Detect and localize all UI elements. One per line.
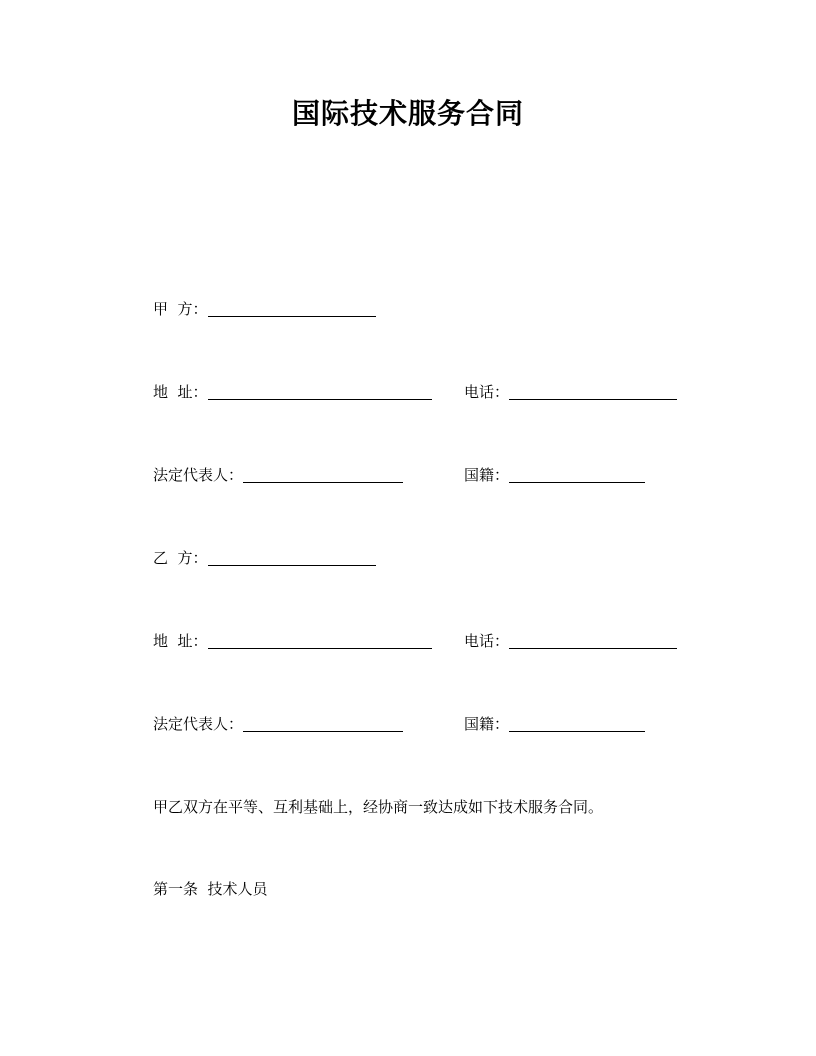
party-b-rep-blank[interactable] — [243, 712, 403, 732]
party-a-address-blank[interactable] — [208, 380, 432, 400]
party-a-rep-label: 法定代表人： — [153, 466, 244, 484]
article-1-heading: 第一条 技术人员 — [153, 880, 268, 898]
party-a-rep-field — [153, 463, 403, 487]
party-a-phone-label: 电话： — [464, 383, 510, 401]
party-b-nationality-blank[interactable] — [509, 712, 645, 732]
party-a-nationality-label: 国籍： — [464, 466, 510, 484]
party-a-name-label: 甲 方： — [153, 300, 208, 318]
party-a-nationality-blank[interactable] — [509, 463, 645, 483]
party-a-address-label: 地 址： — [153, 383, 208, 401]
party-a-address-field — [153, 380, 432, 404]
party-b-name-blank[interactable] — [208, 546, 376, 566]
party-b-address-label: 地 址： — [153, 632, 208, 650]
party-a-name-field — [153, 297, 376, 321]
party-b-name-label: 乙 方： — [153, 549, 208, 567]
party-a-name-blank[interactable] — [208, 297, 376, 317]
party-b-rep-field — [153, 712, 403, 736]
party-b-address-blank[interactable] — [208, 629, 432, 649]
party-a-rep-blank[interactable] — [243, 463, 403, 483]
party-b-nationality-field — [464, 712, 645, 736]
party-a-phone-blank[interactable] — [509, 380, 677, 400]
party-b-phone-field — [464, 629, 677, 653]
party-a-nationality-field — [464, 463, 645, 487]
party-b-rep-label: 法定代表人： — [153, 715, 244, 733]
party-b-phone-label: 电话： — [464, 632, 510, 650]
preamble-paragraph: 甲乙双方在平等、互利基础上，经协商一致达成如下技术服务合同。 — [153, 798, 604, 816]
party-a-phone-field — [464, 380, 677, 404]
party-b-phone-blank[interactable] — [509, 629, 677, 649]
party-b-nationality-label: 国籍： — [464, 715, 510, 733]
document-title: 国际技术服务合同 — [291, 97, 524, 130]
party-b-name-field — [153, 546, 376, 570]
party-b-address-field — [153, 629, 432, 653]
